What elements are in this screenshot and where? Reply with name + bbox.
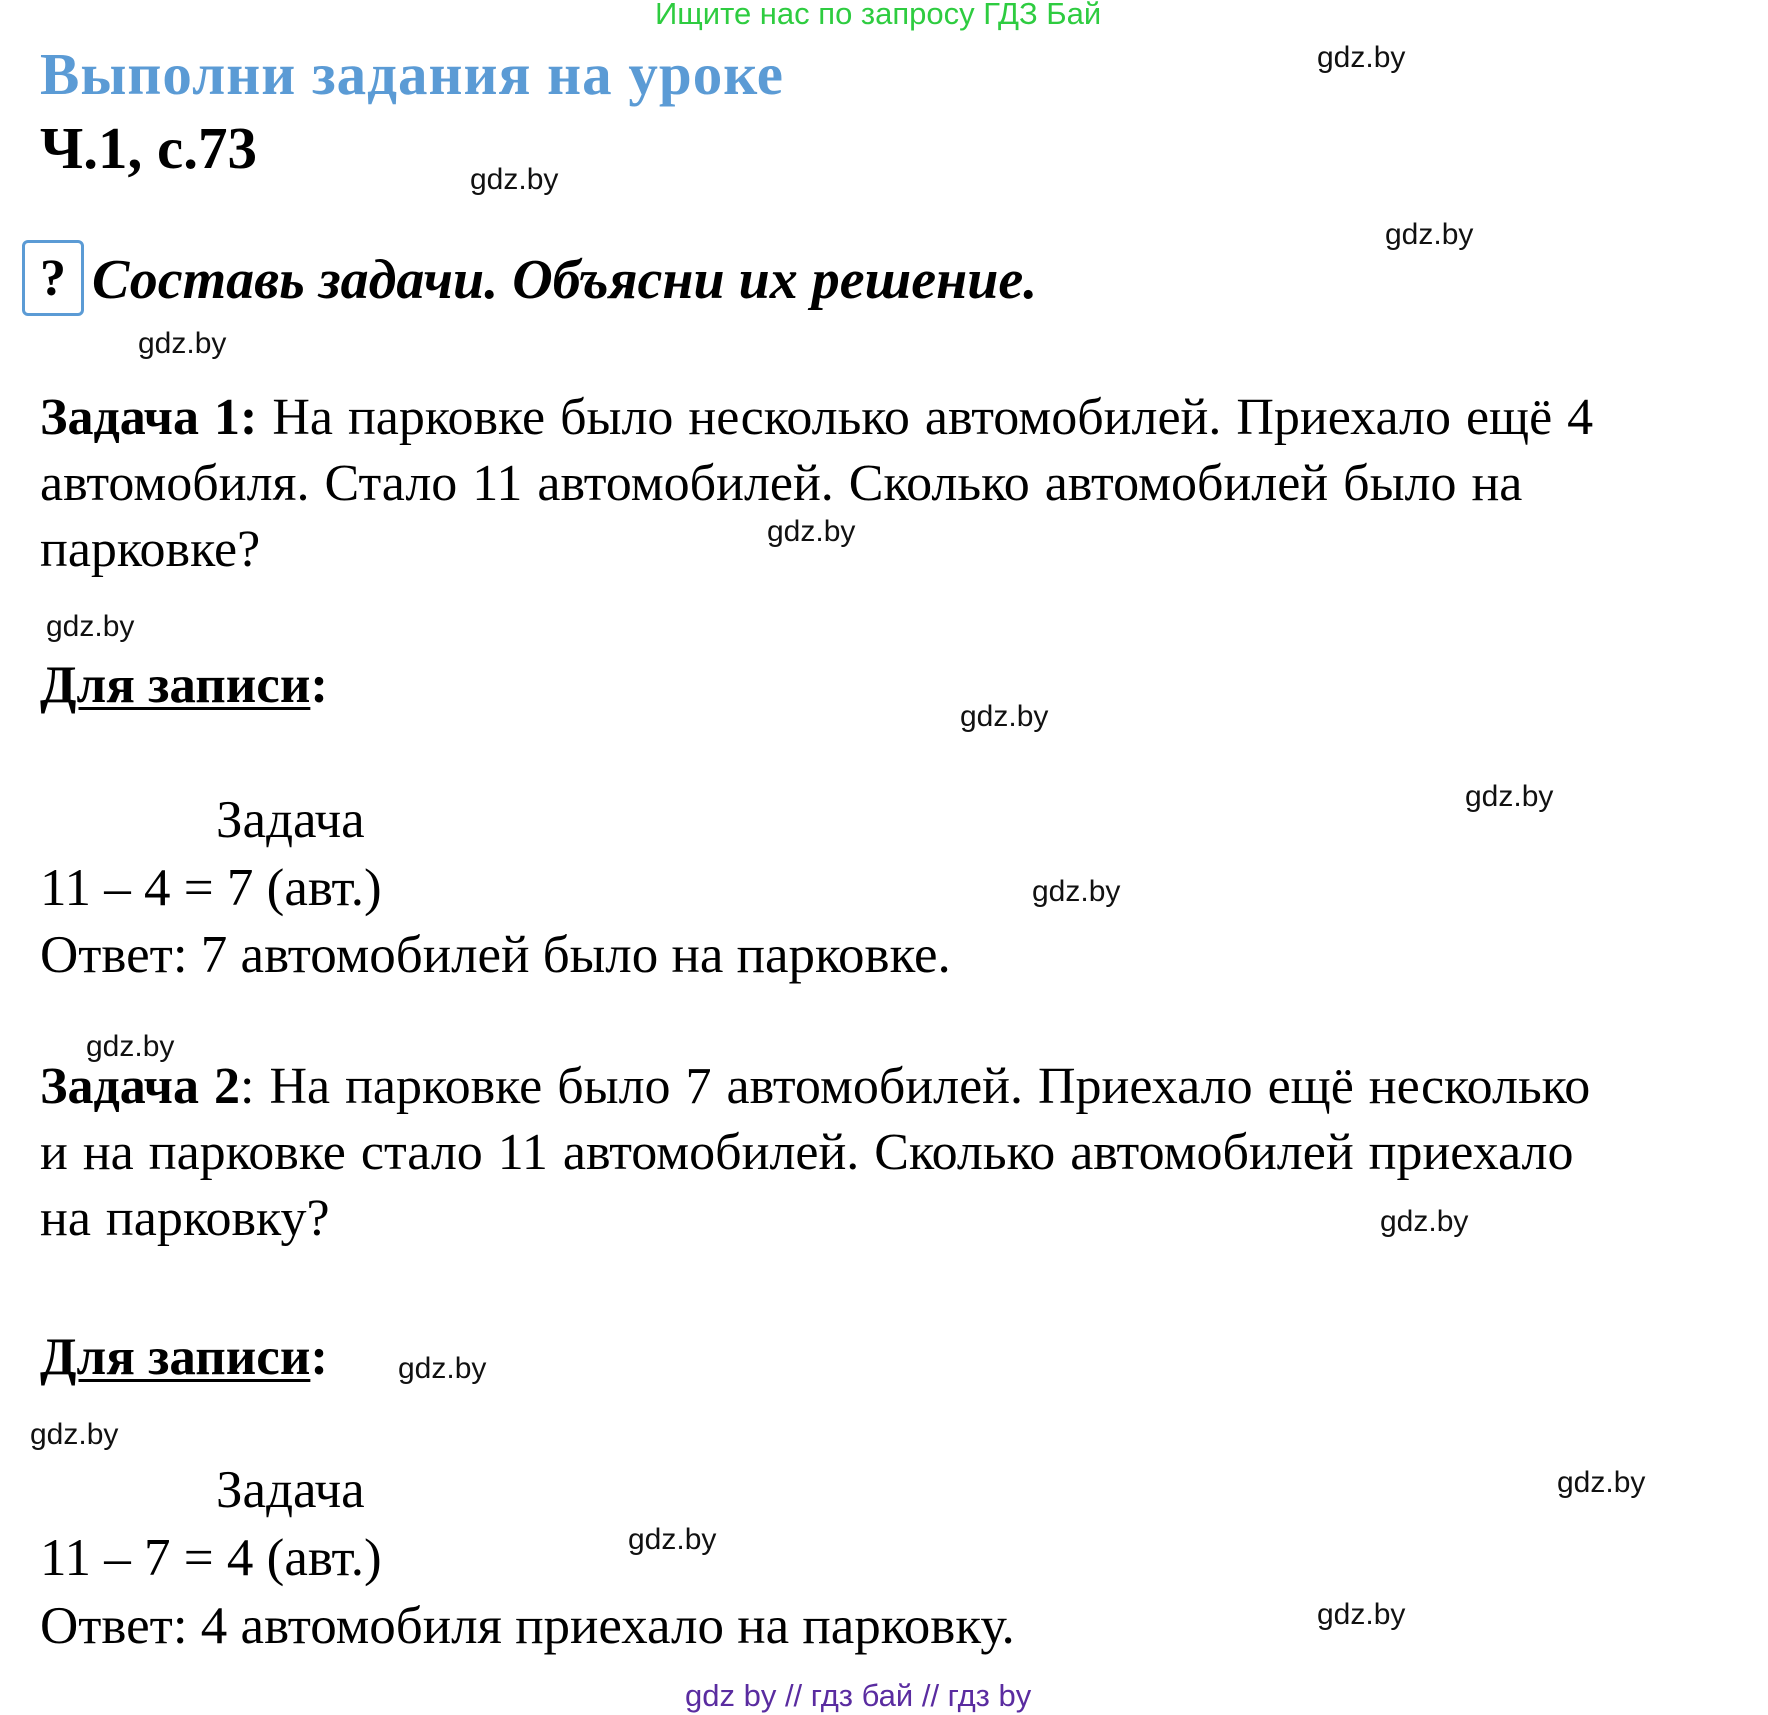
task-1-label: Задача 1:	[40, 389, 258, 446]
watermark: gdz.by	[1317, 41, 1406, 74]
watermark: gdz.by	[1317, 1598, 1406, 1631]
solution-2-answer: Ответ: 4 автомобиля приехало на парковку.	[40, 1597, 1015, 1655]
solution-1-answer: Ответ: 7 автомобилей было на парковке.	[40, 926, 951, 984]
task-2	[40, 1054, 1600, 1252]
page-subtitle: Ч.1, с.73	[40, 115, 257, 181]
watermark: gdz.by	[398, 1352, 487, 1385]
watermark: gdz.by	[30, 1418, 119, 1451]
search-banner: Ищите нас по запросу ГДЗ Бай	[655, 0, 1102, 31]
watermark: gdz.by	[628, 1523, 717, 1556]
task-1-text: На парковке было несколько автомобилей. Приехало ещё 4 автомобиля. Стало 11 автомобилей. Сколько автомобилей было на парковке?	[40, 389, 1594, 578]
question-icon: ?	[22, 240, 84, 316]
task-1	[40, 385, 1755, 583]
watermark: gdz.by	[86, 1030, 175, 1063]
instruction-text: Составь задачи. Объясни их решение.	[92, 249, 1038, 311]
record-label-1: Для записи:	[40, 656, 329, 714]
solution-1-equation: 11 – 4 = 7 (авт.)	[40, 859, 382, 917]
watermark: gdz.by	[1385, 218, 1474, 251]
watermark: gdz.by	[1557, 1466, 1646, 1499]
task-2-label: Задача 2	[40, 1058, 240, 1115]
watermark: gdz.by	[767, 515, 856, 548]
solution-2-equation: 11 – 7 = 4 (авт.)	[40, 1529, 382, 1587]
watermark: gdz.by	[470, 163, 559, 196]
watermark: gdz.by	[1465, 780, 1554, 813]
page-title: Выполни задания на уроке	[40, 41, 784, 107]
watermark: gdz.by	[960, 700, 1049, 733]
task-2-text: : На парковке было 7 автомобилей. Приехало ещё несколько и на парковке стало 11 автомобилей. Сколько автомобилей приехало на парковку?	[40, 1058, 1591, 1247]
watermark: gdz.by	[1380, 1205, 1469, 1238]
record-label-2: Для записи:	[40, 1328, 329, 1386]
watermark: gdz.by	[1032, 875, 1121, 908]
footer-links: gdz by // гдз бай // гдз by	[685, 1678, 1032, 1713]
watermark: gdz.by	[138, 327, 227, 360]
solution-1-heading: Задача	[216, 791, 365, 849]
solution-2-heading: Задача	[216, 1461, 365, 1519]
watermark: gdz.by	[46, 610, 135, 643]
